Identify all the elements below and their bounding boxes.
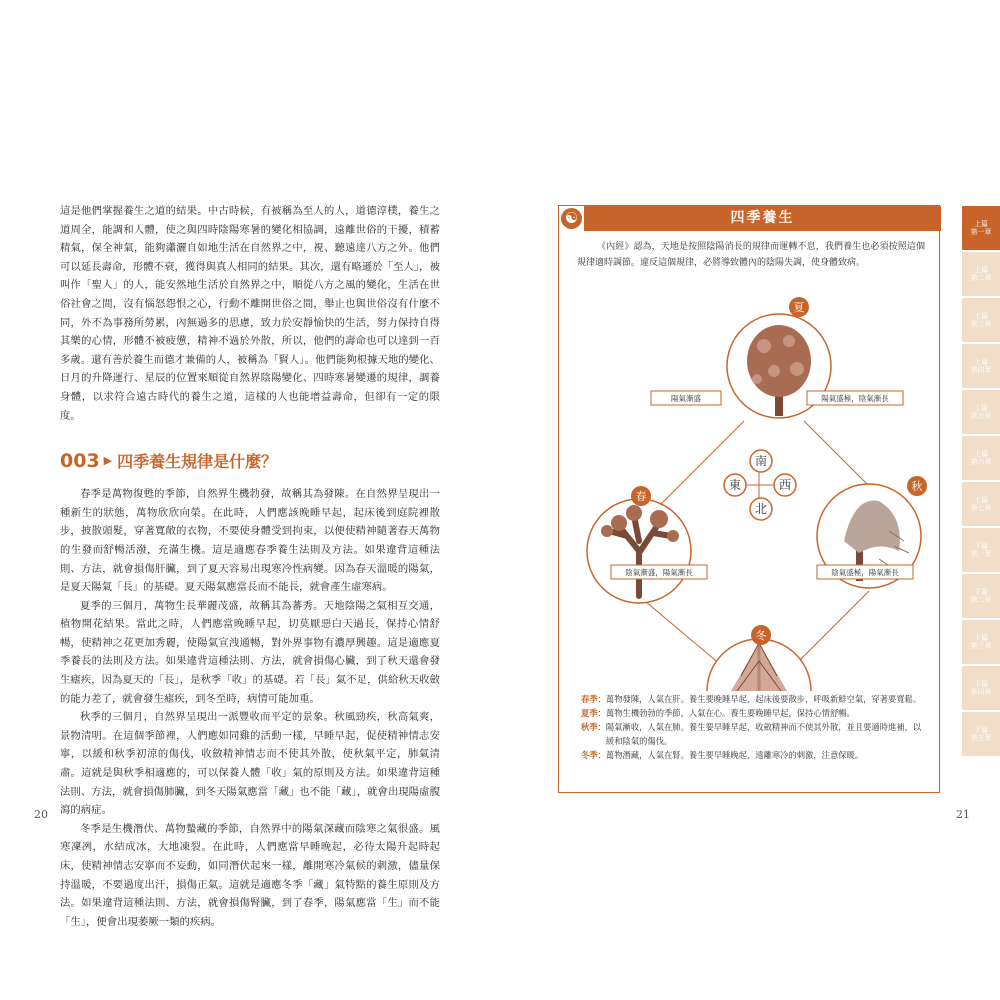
compass <box>724 450 796 520</box>
tab-chapter-6[interactable]: 上篇 第六章 <box>962 436 1000 480</box>
direction-south: 南 <box>754 454 768 468</box>
label-lower-left: 陰氣漸盛，陽氣漸長 <box>625 568 693 577</box>
label-upper-left: 陽氣漸盛 <box>671 394 701 403</box>
autumn-badge <box>907 476 927 496</box>
legend-item-summer: 夏季 ： 萬物生機勃勃的季節，人氣在心。養生要晚睡早起，保持心情舒暢。 <box>581 708 855 718</box>
box-title: 四季養生 <box>584 206 941 231</box>
summer-badge <box>789 297 809 317</box>
tab-part2-chapter-4[interactable]: 下篇 第四章 <box>962 666 1000 710</box>
section-number: 003 <box>60 449 100 472</box>
tab-chapter-1[interactable]: 上篇 第一章 <box>962 206 1000 250</box>
tab-chapter-3[interactable]: 上篇 第三章 <box>962 298 1000 342</box>
svg-text:冬: 冬 <box>755 629 767 642</box>
chapter-tabs <box>962 206 1000 758</box>
tab-part2-chapter-3[interactable]: 下篇 第三章 <box>962 620 1000 664</box>
spring-badge <box>631 486 651 506</box>
section-heading <box>60 449 440 472</box>
paragraph-summer: 夏季的三個月，萬物生長華麗茂盛，故稱其為蕃秀。天地陰陽之氣相互交通，植物開花結果。當此之時，人們應當晚睡早起，切莫厭惡白天過長，保持心情舒暢，使精神之花更加秀麗，使陽氣宣洩通暢，對外界事物有濃厚興趣。這是適應夏季養長的法則及方法。如果違背這種法則、方法，就會損傷心臟，到了秋天還會發生瘧疾，因為夏天的「長」，是秋季「收」的基礎。若「長」氣不足，供給秋天收斂的能力差了，就會發生瘧疾，到冬至時，病情可能加重。 <box>60 599 440 705</box>
yin-yang-icon: ☯ <box>561 208 582 229</box>
tab-part2-chapter-1[interactable]: 下篇 第一章 <box>962 528 1000 572</box>
legend-item-spring: 春季 ： 萬物發陳，人氣在肝。養生要晚睡早起，起床後要散步，呼吸新鮮空氣，穿著要寬鬆。 <box>581 694 922 704</box>
label-upper-right: 陽氣盛極，陰氣漸長 <box>821 394 889 403</box>
legend-item-autumn: 秋季 ： 陽氣漸收，人氣在肺。養生要早睡早起，收斂精神而不使其外散，並且要適時進補，以緩和陰氣的傷伐。 <box>581 722 922 746</box>
tab-chapter-5[interactable]: 上篇 第五章 <box>962 390 1000 434</box>
paragraph-winter: 冬季是生機潛伏、萬物蟄藏的季節，自然界中的陽氣深藏而陰寒之氣很盛。風寒凜冽，水結成冰，大地凍裂。在此時，人們應當早睡晚起，必待太陽升起時起床，使精神情志安寧而不妄動，如同潛伏起來一樣，離開寒冷氣候的刺激，儘量保持溫暖，不要過度出汗，損傷正氣。這就是適應冬季「藏」氣特點的養生原則及方法。如果違背這種法則、方法，就會損傷腎臟，到了春季，陽氣應當「生」而不能「生」，便會出現萎厥一類的疾病。 <box>60 822 440 928</box>
tab-part2-chapter-5[interactable]: 下篇 第五章 <box>962 712 1000 756</box>
tab-part2-chapter-2[interactable]: 下篇 第二章 <box>962 574 1000 618</box>
seasons-legend <box>581 692 926 762</box>
direction-east: 東 <box>728 478 742 492</box>
direction-west: 西 <box>778 478 792 492</box>
page-number-left: 20 <box>34 808 48 821</box>
label-lower-right: 陰氣盛極，陽氣漸長 <box>831 568 899 577</box>
svg-text:夏: 夏 <box>793 301 805 314</box>
paragraph-spring: 春季是萬物復甦的季節，自然界生機勃發，故稱其為發陳。在自然界呈現出一種新生的狀態，萬物欣欣向榮。在此時，人們應該晚睡早起，起床後到庭院裡散步，披散頭髮，穿著寬敞的衣物，不要使身體受到拘束，以便使精神隨著春天萬物的生發而舒暢活潑，充滿生機。這是適應春季養生法則及方法。如果違背這種法則、方法，就會損傷肝臟，到了夏天容易出現寒冷性病變。因為春天溫暖的陽氣，是夏天陽氣「長」的基礎。夏天陽氣應當長而不能長，就會產生虛寒病。 <box>60 488 440 594</box>
box-intro: 《內經》認為，天地是按照陰陽消長的規律而運轉不息，我們養生也必須按照這個規律適時調節。違反這個規律，必將導致體內的陰陽失調，使身體致病。 <box>577 242 925 268</box>
tab-chapter-4[interactable]: 上篇 第四章 <box>962 344 1000 388</box>
tab-chapter-2[interactable]: 上篇 第二章 <box>962 252 1000 296</box>
paragraph-autumn: 秋季的三個月，自然界呈現出一派豐收而平定的景象。秋風勁疾，秋高氣爽，景物清明。在這個季節裡，人們應如同雞的活動一樣，早睡早起，促使精神情志安寧，以緩和秋季初涼的傷伐，收斂精神情志而不使其外散，使秋氣平定，肺氣清肅。這就是與秋季相適應的，可以保養人體「收」氣的原則及方法。如果違背這種法則、方法，就會損傷肺臟，到冬天陽氣應當「藏」也不能「藏」，就會出現陽虛腹瀉的病症。 <box>60 711 440 817</box>
four-seasons-box <box>558 205 940 793</box>
section-title: 四季養生規律是什麼？ <box>117 452 278 472</box>
direction-north: 北 <box>754 502 768 516</box>
seasons-diagram <box>559 291 939 691</box>
intro-paragraph: 這是他們掌握養生之道的結果。中古時候，有被稱為至人的人，道德淳樸，養生之道周全，能調和人體，使之與四時陰陽寒暑的變化相協調，遠離世俗的干擾，積蓄精氣，保全神氣，能夠瀟灑自如地生活在自然界之中，視、聽遠達八方之外。他們可以延長壽命，形體不衰，獲得與真人相同的結果。其次，還有略遜於「至人」，被叫作「聖人」的人，能安然地生活於自然界之中，順從八方之風的變化，生活在世俗社會之間，沒有惱怒怨恨之心，行動不離開世俗之間，舉止也與世俗沒有什麼不同，外不為事務所勞累，內無過多的思慮，致力於安靜愉快的生活，努力保持自得其樂的心情，形體不被疲憊，精神不過於外散，所以，他們的壽命也可以達到一百多歲。還有善於養生而德才兼備的人，被稱為「賢人」。他們能夠根據天地的變化、日月的升降運行、星辰的位置來順從自然界陰陽變化、四時寒暑變遷的規律，調養身體，以求符合遠古時代的養生之道，這樣的人也能增益壽命，但卻有一定的限度。 <box>60 205 440 422</box>
legend-item-winter: 冬季 ： 萬物潛藏，人氣在腎。養生要早睡晚起，遠離寒冷的刺激，注意保暖。 <box>581 750 864 760</box>
svg-text:春: 春 <box>635 490 647 503</box>
winter-badge <box>751 625 771 645</box>
section-arrow-icon: ▶ <box>103 454 113 468</box>
page-number-right: 21 <box>956 808 970 821</box>
svg-text:秋: 秋 <box>911 480 923 493</box>
left-page-column <box>60 202 440 931</box>
tab-chapter-7[interactable]: 上篇 第七章 <box>962 482 1000 526</box>
